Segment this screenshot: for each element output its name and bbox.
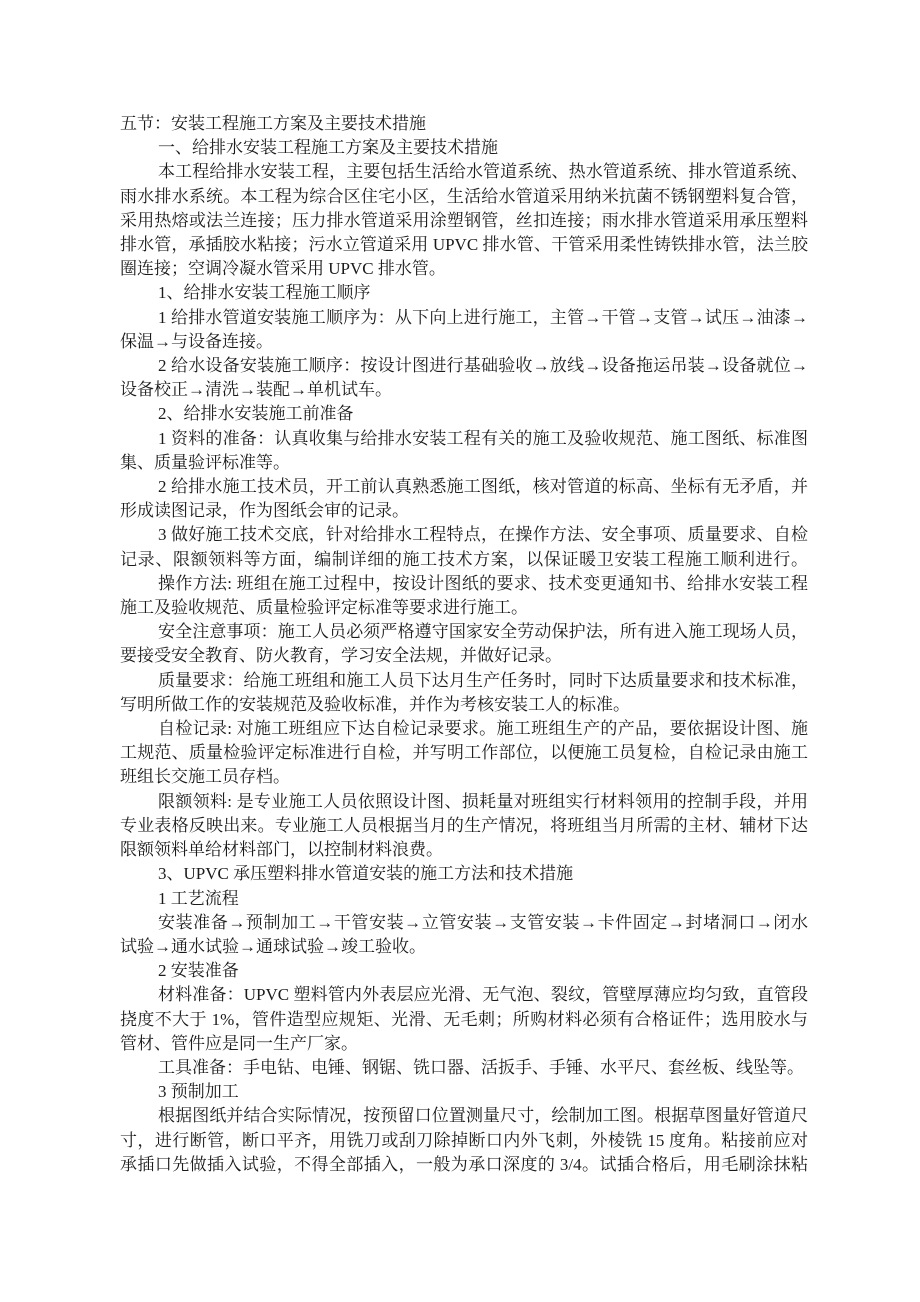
text-line: 雨水排水系统。本工程为综合区住宅小区，生活给水管道采用纳米抗菌不锈钢塑料复合管，	[120, 186, 808, 206]
text-line: 班组长交施工员存档。	[120, 767, 290, 787]
text-line: 专业表格反映出来。专业施工人员根据当月的生产情况，将班组当月所需的主材、辅材下达	[120, 815, 808, 835]
text-line: 根据图纸并结合实际情况，按预留口位置测量尺寸，绘制加工图。根据草图量好管道尺	[158, 1106, 808, 1126]
text-line: 1 工艺流程	[158, 888, 239, 908]
text-line: 管材、管件应是同一生产厂家。	[120, 1033, 358, 1053]
text-line: 集、质量验评标准等。	[120, 452, 290, 472]
text-line: 限额领料单给材料部门，以控制材料浪费。	[120, 840, 443, 860]
text-line: 寸，进行断管，断口平齐，用铣刀或刮刀除掉断口内外飞刺，外棱铣 15 度角。粘接前应对	[120, 1130, 808, 1150]
text-line: 挠度不大于 1%，管件造型应规矩、光滑、无毛刺；所购材料必须有合格证件；选用胶水与	[120, 1009, 808, 1029]
text-line: 2、给排水安装施工前准备	[158, 404, 354, 424]
text-line: 一、给排水安装工程施工方案及主要技术措施	[158, 138, 498, 158]
text-line: 工规范、质量检验评定标准进行自检，并写明工作部位，以便施工员复检，自检记录由施工	[120, 743, 808, 763]
text-line: 工具准备：手电钻、电锤、钢锯、铣口器、活扳手、手锤、水平尺、套丝板、线坠等。	[158, 1057, 804, 1077]
text-line: 1 资料的准备：认真收集与给排水安装工程有关的施工及验收规范、施工图纸、标准图	[158, 428, 808, 448]
text-line: 2 给排水施工技术员，开工前认真熟悉施工图纸，核对管道的标高、坐标有无矛盾，并	[158, 477, 808, 497]
text-line: 安全注意事项：施工人员必须严格遵守国家安全劳动保护法，所有进入施工现场人员，	[158, 622, 808, 642]
text-line: 限额领料: 是专业施工人员依照设计图、损耗量对班组实行材料领用的控制手段，并用	[158, 791, 808, 811]
text-line: 承插口先做插入试验，不得全部插入，一般为承口深度的 3/4。试插合格后，用毛刷涂抹粘	[120, 1154, 808, 1174]
text-line: 1、给排水安装工程施工顺序	[158, 283, 371, 303]
text-line: 2 安装准备	[158, 961, 239, 981]
text-line: 1 给排水管道安装施工顺序为：从下向上进行施工，主管→干管→支管→试压→油漆→	[158, 307, 808, 327]
text-line: 要接受安全教育、防火教育，学习安全法规，并做好记录。	[120, 646, 562, 666]
section-heading: 五节：安装工程施工方案及主要技术措施	[120, 114, 426, 133]
text-line: 2 给水设备安装施工顺序：按设计图进行基础验收→放线→设备拖运吊装→设备就位→	[158, 356, 808, 376]
text-line: 材料准备：UPVC 塑料管内外表层应光滑、无气泡、裂纹，管壁厚薄应均匀致，直管段	[158, 985, 808, 1005]
text-line: 记录、限额领料等方面，编制详细的施工技术方案，以保证暖卫安装工程施工顺利进行。	[120, 549, 808, 569]
text-block	[120, 112, 808, 1177]
text-line: 质量要求：给施工班组和施工人员下达月生产任务时，同时下达质量要求和技术标准，	[158, 670, 808, 690]
text-line: 本工程给排水安装工程，主要包括生活给水管道系统、热水管道系统、排水管道系统、	[158, 162, 808, 182]
text-line: 保温→与设备连接。	[120, 331, 273, 351]
text-line: 形成读图记录，作为图纸会审的记录。	[120, 501, 409, 521]
text-line: 设备校正→清洗→装配→单机试车。	[120, 380, 392, 400]
text-line: 3 预制加工	[158, 1082, 239, 1102]
text-line: 圈连接；空调冷凝水管采用 UPVC 排水管。	[120, 259, 446, 279]
text-line: 试验→通水试验→通球试验→竣工验收。	[120, 936, 426, 956]
text-line: 3、UPVC 承压塑料排水管道安装的施工方法和技术措施	[158, 864, 574, 884]
text-line: 施工及验收规范、质量检验评定标准等要求进行施工。	[120, 598, 528, 618]
text-line: 写明所做工作的安装规范及验收标准，并作为考核安装工人的标准。	[120, 694, 630, 714]
text-line: 采用热熔或法兰连接；压力排水管道采用涂塑钢管，丝扣连接；雨水排水管道采用承压塑料	[120, 210, 808, 230]
text-line: 3 做好施工技术交底，针对给排水工程特点，在操作方法、安全事项、质量要求、自检	[158, 525, 808, 545]
text-line: 操作方法: 班组在施工过程中，按设计图纸的要求、技术变更通知书、给排水安装工程	[158, 573, 808, 593]
text-line: 安装准备→预制加工→干管安装→立管安装→支管安装→卡件固定→封堵洞口→闭水	[158, 912, 808, 932]
text-line: 自检记录: 对施工班组应下达自检记录要求。施工班组生产的产品，要依据设计图、施	[158, 719, 808, 739]
text-line: 排水管，承插胶水粘接；污水立管道采用 UPVC 排水管、干管采用柔性铸铁排水管，法兰胶	[120, 235, 808, 255]
